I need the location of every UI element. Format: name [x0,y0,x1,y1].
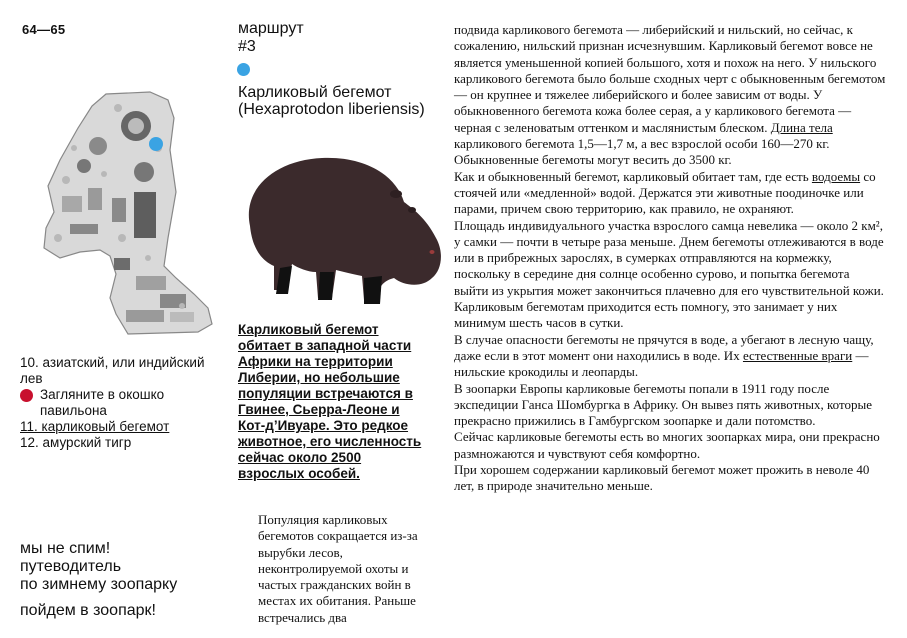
animal-title: Карликовый бегемот (Hexaprotodon liberiensis) [238,84,425,118]
pygmy-hippo-illustration [236,148,446,313]
legend-tip [20,387,230,419]
legend-item-11[interactable]: 11. карликовый бегемот [20,419,170,434]
article-paragraph-4: Карликовым бегемотам приходится есть помногу, это занимает у них минимум шесть часов в сутки. [454,299,838,331]
tip-dot-icon [20,389,33,402]
article-paragraph-5 [454,332,886,381]
route-number: #3 [238,38,256,55]
map-legend [20,355,230,451]
zoo-map-icon[interactable] [18,88,214,343]
article-paragraph-8: При хорошем содержании карликовый бегемот может прожить в неволе 40 лет, в природе значительно меньше. [454,462,870,494]
text-span: со стоячей или «медленной» водой. Держатся эти животные поодиночке или парами, причем свою территорию, как правило, не охраняют. [454,168,876,217]
article-column-3 [454,22,886,495]
text-span: карликового бегемота 1,5—1,7 м, а вес взрослой особи 160—270 кг. Обыкновенные бегемоты могут весить до 3500 кг. [454,136,830,168]
guide-title [20,540,177,594]
legend-item-10[interactable]: 10. азиатский, или индийский лев [20,355,205,386]
body-length-link[interactable]: Длина тела [770,119,833,135]
page-numbers: 64—65 [22,22,66,37]
text-span: Как и обыкновенный бегемот, карликовый обитает там, где есть [454,168,812,184]
article-paragraph-6: В зоопарки Европы карликовые бегемоты попали в 1911 году после экспедиции Ганса Шомбургка в Африку. Он вывез пять животных, которые прекрасно прижились в Гамбургском зоопарке и дали потомство. [454,380,872,429]
natural-enemies-link[interactable]: естественные враги [742,347,853,363]
guide-title-line1: мы не спим! [20,540,111,557]
article-column-2 [258,512,443,626]
lead-paragraph: Карликовый бегемот обитает в западной части Африки на территории Либерии, но небольшие популяции встречаются в Гвинее, Сьерра-Леоне и Кот-д’Ивуаре. Это редкое животное, его численность сейчас около 2500 взрослых особей. [238,322,422,481]
guide-title-line3: по зимнему зоопарку [20,576,178,593]
water-bodies-link[interactable]: водоемы [811,168,861,184]
article-paragraph: Популяция карликовых бегемотов сокращается из-за вырубки лесов, неконтролируемой охоты и частых гражданских войн в местах их обитания. Раньше встречались два [258,512,418,625]
route-label: маршрут [238,20,304,37]
article-paragraph-7: Сейчас карликовые бегемоты есть во многих зоопарках мира, они прекрасно размножаются и чувствуют себя комфортно. [454,429,880,461]
route-dot-icon [237,63,250,76]
legend-tip-text: Загляните в окошко павильона [40,387,165,418]
route-header [238,20,304,56]
text-span: В случае опасности бегемоты не прячутся в воде, а убегают в лесную чащу, даже если в этот момент они находились в воде. Их [454,331,874,363]
go-to-zoo-link[interactable]: пойдем в зоопарк! [20,602,156,619]
article-paragraph-2 [454,169,886,218]
article-paragraph-3: Площадь индивидуального участка взрослого самца невелика — около 2 км², у самки — почти в четыре раза меньше. Днем бегемоты отлеживаются в воде или в прибрежных зарослях, в сумерках отправляются на кормежку, поскольку в середине дня солнце особенно сурово, и попытка бегемота выйти из укрытия может закончиться плачевно для его чувствительной кожи. [454,217,884,298]
text-span: подвида карликового бегемота — либерийский и нильский, но сейчас, к сожалению, нильский признан исчезнувшим. Карликовый бегемот вовсе не является уменьшенной копией большого, хотя и похож на него. У нильского карликового бегемота было больше сходных черт с обыкновенным бегемотом — он крупнее и тяжелее либерийского и более зависим от воды. У обыкновенного бегемота кожа более серая, а у карликового бегемота — черная с зеленоватым оттенком и маслянистым блеском. [454,22,886,135]
article-paragraph-1 [454,22,886,169]
guide-title-line2: путеводитель [20,558,122,575]
legend-item-12[interactable]: 12. амурский тигр [20,435,132,450]
text-span: — нильские крокодилы и леопарды. [454,347,869,380]
